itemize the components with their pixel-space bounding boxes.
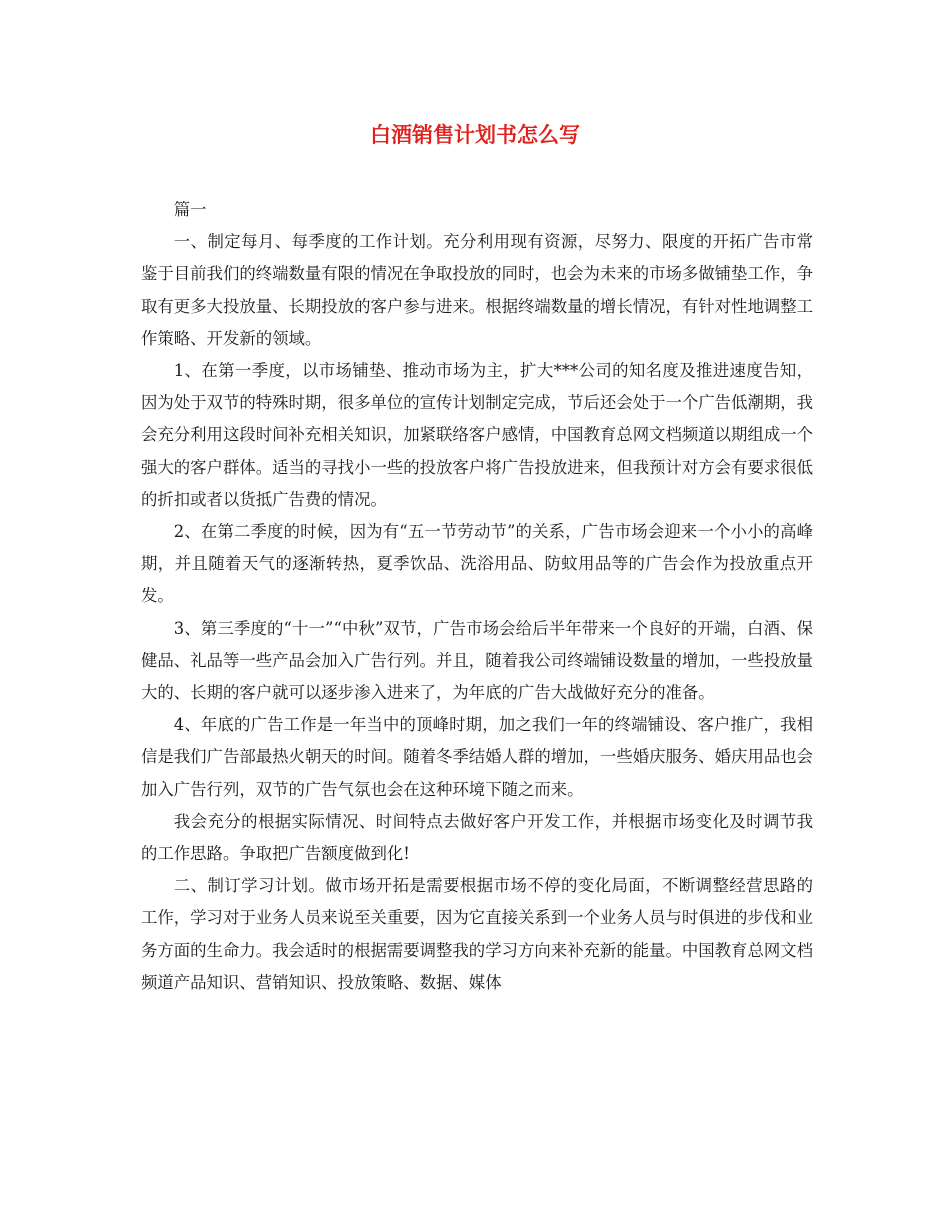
- paragraph: 3、第三季度的“十一”“中秋”双节，广告市场会给后半年带来一个良好的开端，白酒、保健品、礼品等一些产品会加入广告行列。并且，随着我公司终端铺设数量的增加，一些投放量大的、长期的客户就可以逐步渗入进来了，为年底的广告大战做好充分的准备。: [141, 618, 814, 703]
- paragraph: 一、制定每月、每季度的工作计划。充分利用现有资源，尽努力、限度的开拓广告市常鉴于目前我们的终端数量有限的情况在争取投放的同时，也会为未来的市场多做铺垫工作，争取有更多大投放量、长期投放的客户参与进来。根据终端数量的增长情况，有针对性地调整工作策略、开发新的领域。: [141, 232, 814, 348]
- paragraph: 我会充分的根据实际情况、时间特点去做好客户开发工作，并根据市场变化及时调节我的工作思路。争取把广告额度做到化!: [141, 811, 813, 864]
- paragraph: 4、年底的广告工作是一年当中的顶峰时期，加之我们一年的终端铺设、客户推广，我相信是我们广告部最热火朝天的时间。随着冬季结婚人群的增加，一些婚庆服务、婚庆用品也会加入广告行列，双节的广告气氛也会在这种环境下随之而来。: [141, 715, 814, 799]
- paragraph: 二、制订学习计划。做市场开拓是需要根据市场不停的变化局面，不断调整经营思路的工作，学习对于业务人员来说至关重要，因为它直接关系到一个业务人员与时俱进的步伐和业务方面的生命力。我会适时的根据需要调整我的学习方向来补充新的能量。中国教育总网文档频道产品知识、营销知识、投放策略、数据、媒体: [141, 876, 814, 992]
- paragraph: 1、在第一季度，以市场铺垫、推动市场为主，扩大***公司的知名度及推进速度告知，因为处于双节的特殊时期，很多单位的宣传计划制定完成，节后还会处于一个广告低潮期，我会充分利用这段时间补充相关知识，加紧联络客户感情，中国教育总网文档频道以期组成一个强大的客户群体。适当的寻找小一些的投放客户将广告投放进来，但我预计对方会有要求很低的折扣或者以货抵广告费的情况。: [141, 361, 814, 509]
- document-title: 白酒销售计划书怎么写: [370, 122, 580, 147]
- section-heading: 篇一: [173, 200, 207, 219]
- document-body: [141, 194, 813, 999]
- paragraph: 2、在第二季度的时候，因为有“五一节劳动节”的关系，广告市场会迎来一个小小的高峰期，并且随着天气的逐渐转热，夏季饮品、洗浴用品、防蚊用品等的广告会作为投放重点开发。: [141, 522, 813, 606]
